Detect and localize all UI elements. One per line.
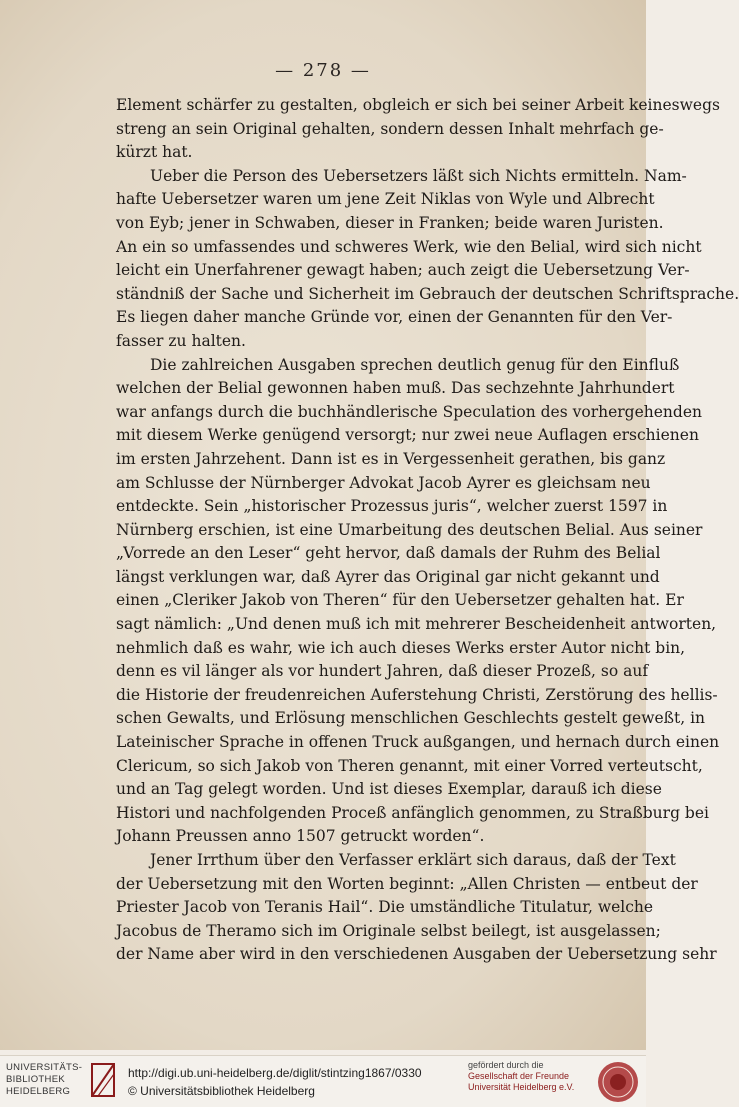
funding-note — [468, 1060, 590, 1093]
digitization-url[interactable]: http://digi.ub.uni-heidelberg.de/diglit/stintzing1867/0330 — [128, 1066, 422, 1080]
text-line: Priester Jacob von Teranis Hail“. Die umständliche Titulatur, welche — [116, 898, 654, 917]
text-line: An ein so umfassendes und schweres Werk, wie den Belial, wird sich nicht — [116, 237, 702, 256]
text-line: streng an sein Original gehalten, sondern dessen Inhalt mehrfach ge- — [116, 119, 664, 138]
text-line: einen „Cleriker Jakob von Theren“ für den Uebersetzer gehalten hat. Er — [116, 591, 684, 610]
page-number: — 278 — — [275, 60, 371, 81]
text-line: denn es vil länger als vor hundert Jahren, daß dieser Prozeß, so auf — [116, 662, 649, 681]
text-line: kürzt hat. — [116, 143, 193, 162]
text-line: Es liegen daher manche Gründe vor, einen der Genannten für den Ver- — [116, 308, 673, 327]
library-logo-icon — [88, 1062, 118, 1098]
funded-by-label: gefördert durch die — [468, 1060, 544, 1070]
text-line: der Name aber wird in den verschiedenen Ausgaben der Uebersetzung sehr — [116, 945, 717, 964]
university-seal-icon — [596, 1060, 640, 1104]
text-line: die Historie der freudenreichen Auferstehung Christi, Zerstörung des hellis- — [116, 685, 718, 704]
text-line: welchen der Belial gewonnen haben muß. Das sechzehnte Jahrhundert — [116, 379, 675, 398]
text-line: Ueber die Person des Uebersetzers läßt sich Nichts ermitteln. Nam- — [150, 166, 687, 185]
text-line: von Eyb; jener in Schwaben, dieser in Franken; beide waren Juristen. — [116, 213, 664, 232]
text-line: Lateinischer Sprache in offenen Truck außgangen, und hernach durch einen — [116, 733, 720, 752]
text-line: war anfangs durch die buchhändlerische Speculation des vorhergehenden — [116, 402, 702, 421]
text-line: längst verklungen war, daß Ayrer das Original gar nicht gekannt und — [116, 567, 660, 586]
text-line: Histori und nachfolgenden Proceß anfänglich genommen, zu Straßburg bei — [116, 803, 709, 822]
text-line: mit diesem Werke genügend versorgt; nur zwei neue Auflagen erschienen — [116, 426, 699, 445]
footer-bar — [0, 1055, 646, 1107]
library-name: UNIVERSITÄTS- BIBLIOTHEK HEIDELBERG — [6, 1062, 83, 1097]
text-line: Johann Preussen anno 1507 getruckt worden“. — [116, 827, 485, 846]
text-line: hafte Uebersetzer waren um jene Zeit Niklas von Wyle und Albrecht — [116, 190, 655, 209]
text-line: nehmlich daß es wahr, wie ich auch dieses Werks erster Autor nicht bin, — [116, 638, 686, 657]
text-line: schen Gewalts, und Erlösung menschlichen Geschlechts gestelt geweßt, in — [116, 709, 706, 728]
text-line: im ersten Jahrzehent. Dann ist es in Vergessenheit gerathen, bis ganz — [116, 449, 666, 468]
text-line: entdeckte. Sein „historischer Prozessus juris“, welcher zuerst 1597 in — [116, 497, 668, 516]
text-line: Nürnberg erschien, ist eine Umarbeitung des deutschen Belial. Aus seiner — [116, 520, 703, 539]
text-line: am Schlusse der Nürnberger Advokat Jacob Ayrer es gleichsam neu — [116, 473, 651, 492]
text-line: Jacobus de Theramo sich im Originale selbst beilegt, ist ausgelassen; — [116, 921, 661, 940]
text-line: „Vorrede an den Leser“ geht hervor, daß damals der Ruhm des Belial — [116, 544, 661, 563]
text-line: und an Tag gelegt worden. Und ist dieses Exemplar, darauß ich diese — [116, 780, 662, 799]
text-line: Element schärfer zu gestalten, obgleich er sich bei seiner Arbeit keineswegs — [116, 96, 720, 114]
text-line: der Uebersetzung mit den Worten beginnt: „Allen Christen — entbeut der — [116, 874, 698, 893]
text-line: Clericum, so sich Jakob von Theren genannt, mit einer Vorred verteutscht, — [116, 756, 703, 775]
text-line: Jener Irrthum über den Verfasser erklärt sich daraus, daß der Text — [150, 851, 676, 869]
text-line: sagt nämlich: „Und denen muß ich mit mehrerer Bescheidenheit antworten, — [116, 615, 717, 634]
body-text — [116, 94, 739, 967]
text-line: Die zahlreichen Ausgaben sprechen deutlich genug für den Einfluß — [150, 355, 680, 374]
text-line: ständniß der Sache und Sicherheit im Gebrauch der deutschen Schriftsprache. — [116, 284, 739, 303]
copyright-notice: © Universitätsbibliothek Heidelberg — [128, 1084, 315, 1098]
text-line: fasser zu halten. — [116, 331, 246, 350]
text-line: leicht ein Unerfahrener gewagt haben; auch zeigt die Uebersetzung Ver- — [116, 261, 690, 280]
funder-name: Gesellschaft der Freunde Universität Heidelberg e.V. — [468, 1071, 575, 1092]
